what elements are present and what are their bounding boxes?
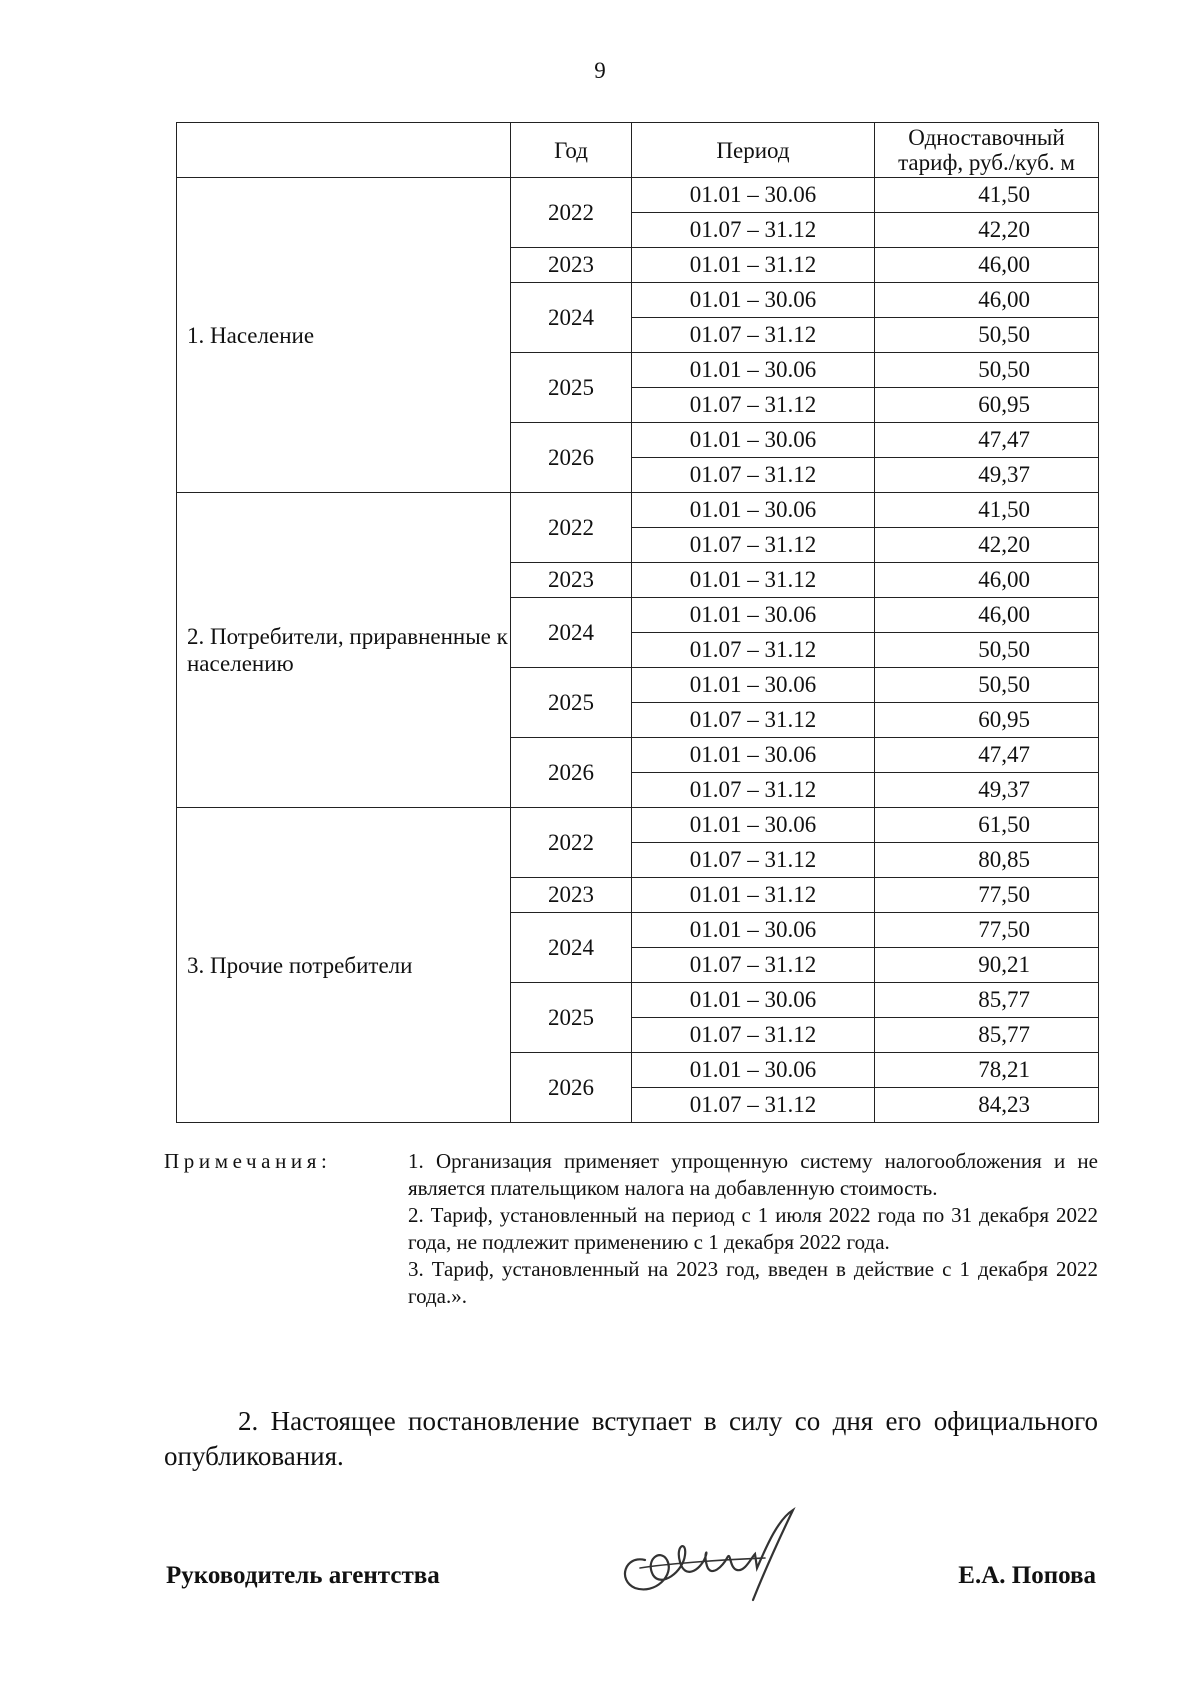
period-cell: 01.07 – 31.12 [632, 843, 875, 878]
tariff-cell: 42,20 [875, 213, 1099, 248]
tariff-cell: 61,50 [875, 808, 1099, 843]
year-cell: 2026 [511, 423, 632, 493]
tariff-cell: 46,00 [875, 563, 1099, 598]
signer-title: Руководитель агентства [166, 1562, 440, 1589]
note-item: 1. Организация применяет упрощенную систему налогообложения и не является плательщиком налога на добавленную стоимость. [408, 1149, 1098, 1200]
tariff-cell: 46,00 [875, 598, 1099, 633]
period-cell: 01.01 – 30.06 [632, 983, 875, 1018]
period-cell: 01.07 – 31.12 [632, 1018, 875, 1053]
year-cell: 2024 [511, 913, 632, 983]
category-cell: 3. Прочие потребители [177, 808, 511, 1123]
tariff-cell: 50,50 [875, 318, 1099, 353]
tariff-table [176, 122, 1099, 1123]
year-cell: 2025 [511, 353, 632, 423]
tariff-table-body [177, 178, 1099, 1123]
period-cell: 01.01 – 30.06 [632, 668, 875, 703]
period-cell: 01.07 – 31.12 [632, 633, 875, 668]
tariff-cell: 41,50 [875, 178, 1099, 213]
tariff-cell: 41,50 [875, 493, 1099, 528]
tariff-cell: 85,77 [875, 983, 1099, 1018]
period-cell: 01.01 – 31.12 [632, 563, 875, 598]
period-cell: 01.01 – 31.12 [632, 248, 875, 283]
table-row [177, 493, 1099, 528]
header-period: Период [632, 123, 875, 178]
period-cell: 01.07 – 31.12 [632, 703, 875, 738]
note-item: 3. Тариф, установленный на 2023 год, введен в действие с 1 декабря 2022 года.». [408, 1257, 1098, 1308]
year-cell: 2025 [511, 983, 632, 1053]
tariff-cell: 47,47 [875, 423, 1099, 458]
period-cell: 01.07 – 31.12 [632, 528, 875, 563]
period-cell: 01.07 – 31.12 [632, 773, 875, 808]
table-row [177, 178, 1099, 213]
period-cell: 01.07 – 31.12 [632, 458, 875, 493]
tariff-cell: 78,21 [875, 1053, 1099, 1088]
table-header-row [177, 123, 1099, 178]
tariff-cell: 50,50 [875, 353, 1099, 388]
header-category [177, 123, 511, 178]
year-cell: 2026 [511, 738, 632, 808]
period-cell: 01.07 – 31.12 [632, 318, 875, 353]
period-cell: 01.01 – 30.06 [632, 1053, 875, 1088]
notes-label: Примечания: [164, 1149, 332, 1173]
year-cell: 2023 [511, 878, 632, 913]
tariff-cell: 46,00 [875, 283, 1099, 318]
year-cell: 2022 [511, 178, 632, 248]
period-cell: 01.01 – 31.12 [632, 878, 875, 913]
tariff-cell: 85,77 [875, 1018, 1099, 1053]
period-cell: 01.01 – 30.06 [632, 353, 875, 388]
page-number: 9 [594, 58, 606, 83]
year-cell: 2023 [511, 563, 632, 598]
tariff-cell: 60,95 [875, 703, 1099, 738]
tariff-cell: 77,50 [875, 878, 1099, 913]
tariff-cell: 42,20 [875, 528, 1099, 563]
tariff-cell: 90,21 [875, 948, 1099, 983]
tariff-cell: 49,37 [875, 773, 1099, 808]
period-cell: 01.01 – 30.06 [632, 598, 875, 633]
period-cell: 01.07 – 31.12 [632, 213, 875, 248]
period-cell: 01.01 – 30.06 [632, 423, 875, 458]
period-cell: 01.01 – 30.06 [632, 283, 875, 318]
header-year: Год [511, 123, 632, 178]
period-cell: 01.07 – 31.12 [632, 388, 875, 423]
category-cell: 1. Население [177, 178, 511, 493]
effective-date-clause: 2. Настоящее постановление вступает в силу со дня его официального опубликования. [164, 1406, 1098, 1471]
period-cell: 01.01 – 30.06 [632, 808, 875, 843]
signer-name: Е.А. Попова [958, 1562, 1096, 1589]
period-cell: 01.01 – 30.06 [632, 178, 875, 213]
table-row [177, 808, 1099, 843]
period-cell: 01.07 – 31.12 [632, 948, 875, 983]
tariff-cell: 50,50 [875, 668, 1099, 703]
period-cell: 01.07 – 31.12 [632, 1088, 875, 1123]
year-cell: 2026 [511, 1053, 632, 1123]
tariff-cell: 49,37 [875, 458, 1099, 493]
tariff-cell: 80,85 [875, 843, 1099, 878]
year-cell: 2025 [511, 668, 632, 738]
category-cell: 2. Потребители, приравненные к населению [177, 493, 511, 808]
tariff-cell: 50,50 [875, 633, 1099, 668]
year-cell: 2024 [511, 598, 632, 668]
signature-image [605, 1500, 805, 1610]
year-cell: 2023 [511, 248, 632, 283]
header-tariff: Одноставочный тариф, руб./куб. м [875, 123, 1099, 178]
tariff-cell: 60,95 [875, 388, 1099, 423]
period-cell: 01.01 – 30.06 [632, 493, 875, 528]
year-cell: 2022 [511, 493, 632, 563]
notes-list [408, 1148, 1098, 1310]
period-cell: 01.01 – 30.06 [632, 738, 875, 773]
tariff-cell: 46,00 [875, 248, 1099, 283]
tariff-cell: 47,47 [875, 738, 1099, 773]
note-item: 2. Тариф, установленный на период с 1 июля 2022 года по 31 декабря 2022 года, не подлежит применению с 1 декабря 2022 года. [408, 1203, 1098, 1254]
year-cell: 2022 [511, 808, 632, 878]
year-cell: 2024 [511, 283, 632, 353]
tariff-cell: 77,50 [875, 913, 1099, 948]
tariff-cell: 84,23 [875, 1088, 1099, 1123]
period-cell: 01.01 – 30.06 [632, 913, 875, 948]
